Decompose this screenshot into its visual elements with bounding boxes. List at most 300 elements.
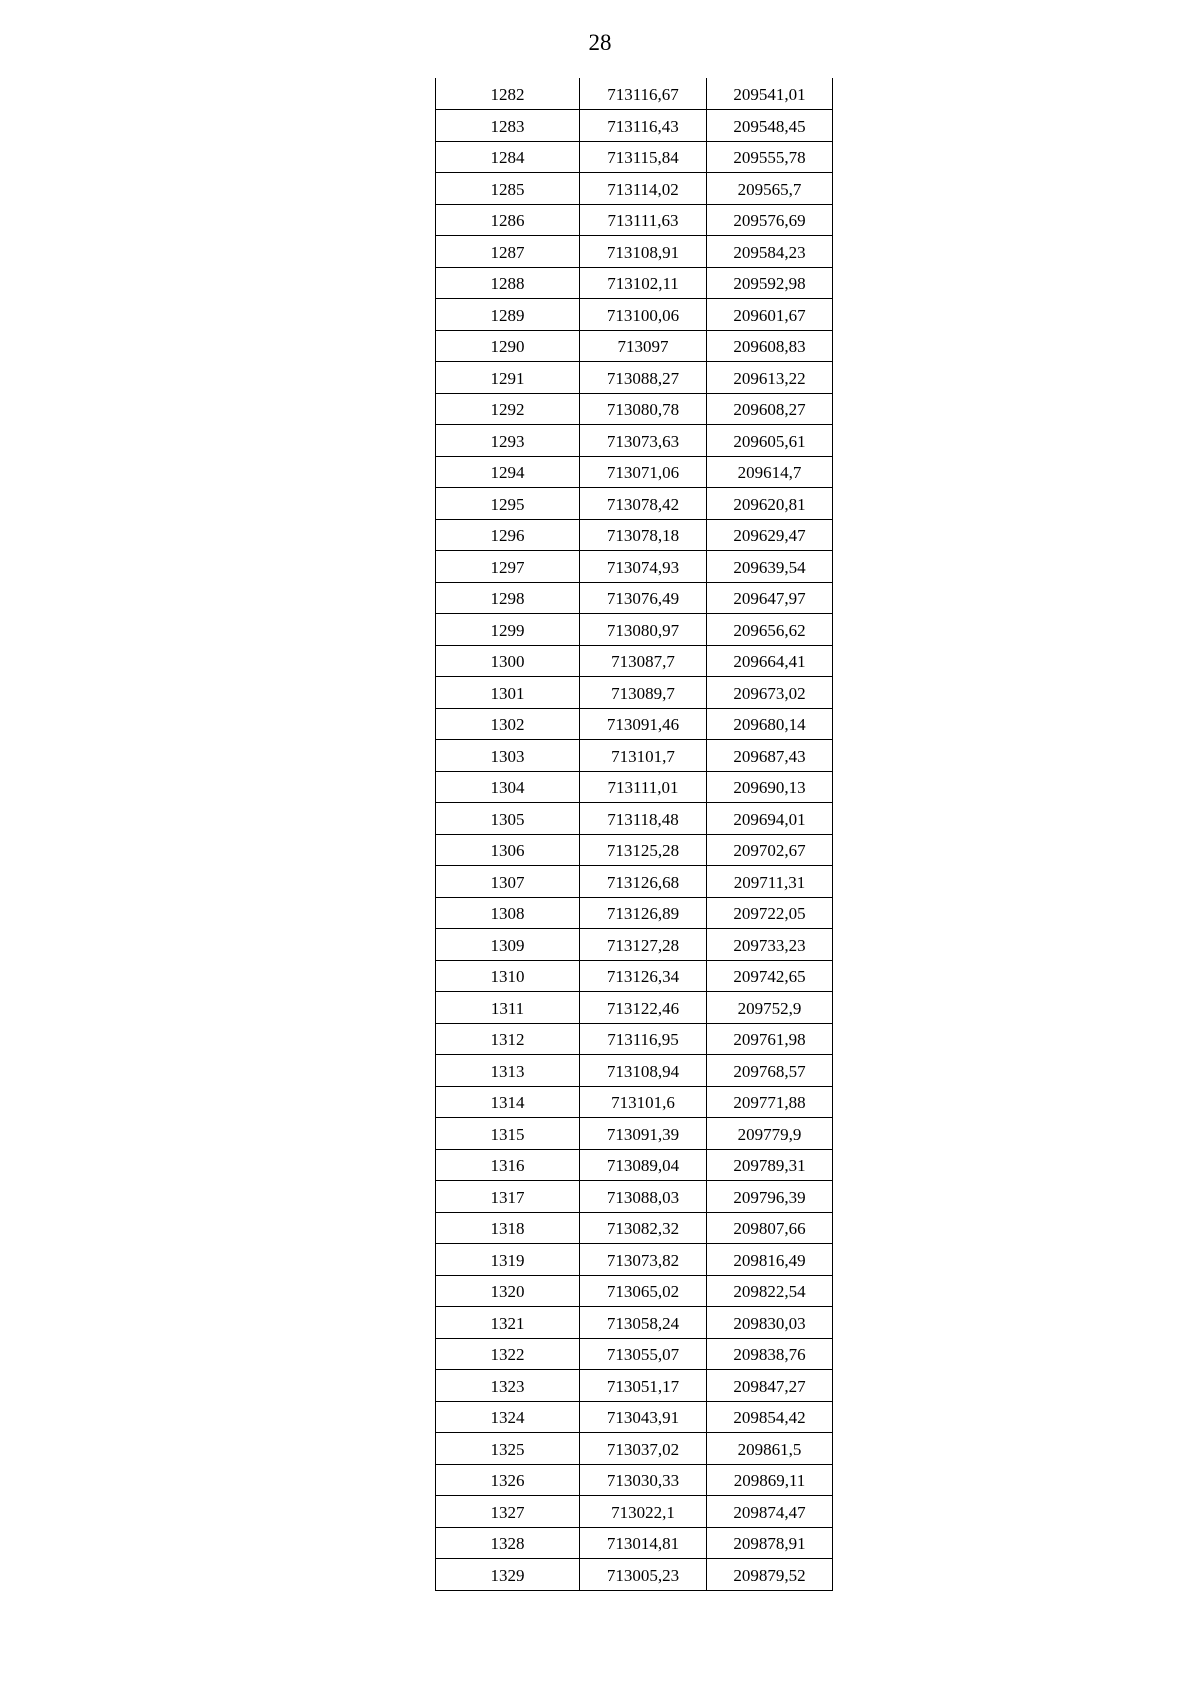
point-number-cell — [436, 992, 580, 1024]
x-coordinate-cell — [580, 1559, 707, 1591]
table-row — [436, 425, 833, 457]
cell-text: 713076,49 — [606, 589, 680, 608]
cell-text: 1301 — [490, 683, 525, 703]
x-coordinate-cell — [580, 771, 707, 803]
cell-text: 209816,49 — [733, 1250, 806, 1270]
cell-text: 1303 — [490, 746, 525, 766]
x-coordinate-cell — [580, 1338, 707, 1370]
cell-text: 1295 — [490, 494, 525, 514]
cell-text: 713082,32 — [606, 1219, 680, 1238]
table-row — [436, 1307, 833, 1339]
cell-text: 209733,23 — [733, 935, 806, 955]
x-coordinate-cell — [580, 330, 707, 362]
cell-text: 1290 — [490, 337, 525, 356]
table-row — [436, 866, 833, 898]
y-coordinate-cell — [707, 645, 833, 677]
table-row — [436, 362, 833, 394]
cell-text: 209576,69 — [733, 211, 806, 230]
cell-text: 713089,7 — [611, 683, 675, 703]
y-coordinate-cell — [707, 330, 833, 362]
cell-text: 209592,98 — [733, 274, 806, 293]
point-number-cell — [436, 141, 580, 173]
table-row — [436, 1433, 833, 1465]
table-row — [436, 236, 833, 268]
cell-text: 1297 — [490, 557, 525, 577]
y-coordinate-cell — [707, 110, 833, 142]
cell-text: 1298 — [490, 589, 525, 608]
cell-text: 1287 — [490, 242, 525, 262]
cell-text: 1302 — [490, 715, 525, 734]
table-row — [436, 1401, 833, 1433]
table-row — [436, 1149, 833, 1181]
x-coordinate-cell — [580, 992, 707, 1024]
x-coordinate-cell — [580, 425, 707, 457]
cell-text: 1311 — [490, 998, 525, 1018]
y-coordinate-cell — [707, 393, 833, 425]
y-coordinate-cell — [707, 519, 833, 551]
cell-text: 209687,43 — [733, 746, 806, 766]
cell-text: 209847,27 — [733, 1376, 806, 1396]
point-number-cell — [436, 1559, 580, 1591]
table-row — [436, 1212, 833, 1244]
cell-text: 1319 — [490, 1250, 525, 1270]
point-number-cell — [436, 1275, 580, 1307]
point-number-cell — [436, 1370, 580, 1402]
y-coordinate-cell — [707, 173, 833, 205]
cell-text: 1282 — [490, 85, 525, 104]
point-number-cell — [436, 1464, 580, 1496]
table-row — [436, 1370, 833, 1402]
cell-text: 713088,27 — [606, 368, 680, 388]
y-coordinate-cell — [707, 1433, 833, 1465]
point-number-cell — [436, 1149, 580, 1181]
x-coordinate-cell — [580, 1433, 707, 1465]
cell-text: 209620,81 — [733, 494, 806, 514]
cell-text: 713125,28 — [606, 841, 680, 860]
table-row — [436, 78, 833, 110]
x-coordinate-cell — [580, 1149, 707, 1181]
cell-text: 209541,01 — [733, 85, 806, 104]
cell-text: 1316 — [490, 1156, 525, 1175]
x-coordinate-cell — [580, 393, 707, 425]
x-coordinate-cell — [580, 299, 707, 331]
table-row — [436, 645, 833, 677]
cell-text: 209673,02 — [733, 683, 806, 703]
cell-text: 713126,34 — [606, 967, 680, 986]
cell-text: 209711,31 — [733, 872, 806, 892]
cell-text: 209608,83 — [733, 337, 806, 356]
x-coordinate-cell — [580, 929, 707, 961]
point-number-cell — [436, 173, 580, 205]
table-row — [436, 1464, 833, 1496]
cell-text: 209555,78 — [733, 148, 806, 167]
table-row — [436, 1086, 833, 1118]
cell-text: 1292 — [490, 400, 525, 419]
point-number-cell — [436, 456, 580, 488]
cell-text: 713088,03 — [606, 1187, 680, 1207]
y-coordinate-cell — [707, 1212, 833, 1244]
y-coordinate-cell — [707, 677, 833, 709]
x-coordinate-cell — [580, 362, 707, 394]
cell-text: 713065,02 — [606, 1282, 680, 1301]
cell-text: 1317 — [490, 1187, 525, 1207]
x-coordinate-cell — [580, 1370, 707, 1402]
table-row — [436, 1527, 833, 1559]
table-row — [436, 1244, 833, 1276]
point-number-cell — [436, 803, 580, 835]
cell-text: 1284 — [490, 148, 525, 167]
table-row — [436, 677, 833, 709]
x-coordinate-cell — [580, 1212, 707, 1244]
cell-text: 713111,63 — [607, 211, 679, 230]
table-row — [436, 960, 833, 992]
x-coordinate-cell — [580, 960, 707, 992]
point-number-cell — [436, 78, 580, 110]
cell-text: 713126,89 — [606, 904, 680, 923]
point-number-cell — [436, 677, 580, 709]
cell-text: 1304 — [490, 778, 525, 797]
cell-text: 209639,54 — [733, 557, 806, 577]
cell-text: 713080,97 — [606, 620, 680, 640]
cell-text: 1322 — [490, 1345, 525, 1364]
point-number-cell — [436, 362, 580, 394]
table-row — [436, 614, 833, 646]
cell-text: 713127,28 — [606, 935, 680, 955]
x-coordinate-cell — [580, 267, 707, 299]
cell-text: 209838,76 — [733, 1345, 806, 1364]
table-row — [436, 834, 833, 866]
point-number-cell — [436, 929, 580, 961]
cell-text: 713087,7 — [611, 652, 675, 671]
y-coordinate-cell — [707, 236, 833, 268]
point-number-cell — [436, 204, 580, 236]
point-number-cell — [436, 1055, 580, 1087]
cell-text: 209878,91 — [733, 1534, 806, 1553]
table-row — [436, 1181, 833, 1213]
y-coordinate-cell — [707, 1275, 833, 1307]
x-coordinate-cell — [580, 1086, 707, 1118]
cell-text: 713078,42 — [606, 494, 680, 514]
y-coordinate-cell — [707, 1149, 833, 1181]
table-row — [436, 1338, 833, 1370]
cell-text: 713118,48 — [607, 809, 679, 829]
table-row — [436, 1559, 833, 1591]
cell-text: 209694,01 — [733, 809, 806, 829]
cell-text: 713078,18 — [606, 526, 680, 545]
cell-text: 1286 — [490, 211, 525, 230]
table-row — [436, 1055, 833, 1087]
x-coordinate-cell — [580, 866, 707, 898]
x-coordinate-cell — [580, 519, 707, 551]
cell-text: 1291 — [490, 368, 525, 388]
point-number-cell — [436, 519, 580, 551]
point-number-cell — [436, 771, 580, 803]
cell-text: 713116,95 — [607, 1030, 679, 1049]
y-coordinate-cell — [707, 141, 833, 173]
x-coordinate-cell — [580, 740, 707, 772]
point-number-cell — [436, 299, 580, 331]
x-coordinate-cell — [580, 551, 707, 583]
point-number-cell — [436, 1181, 580, 1213]
cell-text: 1324 — [490, 1408, 525, 1427]
cell-text: 209608,27 — [733, 400, 806, 419]
cell-text: 209807,66 — [733, 1219, 806, 1238]
point-number-cell — [436, 488, 580, 520]
cell-text: 1306 — [490, 841, 525, 860]
cell-text: 209861,5 — [737, 1439, 802, 1459]
table-row — [436, 803, 833, 835]
y-coordinate-cell — [707, 1559, 833, 1591]
x-coordinate-cell — [580, 488, 707, 520]
y-coordinate-cell — [707, 1401, 833, 1433]
x-coordinate-cell — [580, 834, 707, 866]
point-number-cell — [436, 1401, 580, 1433]
cell-text: 1294 — [490, 463, 525, 482]
table-row — [436, 582, 833, 614]
cell-text: 1296 — [490, 526, 525, 545]
cell-text: 1328 — [490, 1534, 525, 1553]
cell-text: 713126,68 — [606, 872, 680, 892]
cell-text: 1320 — [490, 1282, 525, 1301]
y-coordinate-cell — [707, 992, 833, 1024]
x-coordinate-cell — [580, 1307, 707, 1339]
y-coordinate-cell — [707, 960, 833, 992]
x-coordinate-cell — [580, 110, 707, 142]
cell-text: 209879,52 — [733, 1565, 806, 1585]
table-row — [436, 110, 833, 142]
cell-text: 209874,47 — [733, 1502, 806, 1522]
y-coordinate-cell — [707, 551, 833, 583]
cell-text: 209647,97 — [733, 589, 806, 608]
cell-text: 713122,46 — [606, 998, 680, 1018]
point-number-cell — [436, 110, 580, 142]
point-number-cell — [436, 551, 580, 583]
cell-text: 713116,67 — [607, 85, 679, 104]
y-coordinate-cell — [707, 425, 833, 457]
y-coordinate-cell — [707, 614, 833, 646]
cell-text: 1288 — [490, 274, 525, 293]
coordinates-table-body — [436, 78, 833, 1590]
y-coordinate-cell — [707, 1181, 833, 1213]
table-row — [436, 740, 833, 772]
point-number-cell — [436, 960, 580, 992]
x-coordinate-cell — [580, 1275, 707, 1307]
cell-text: 713102,11 — [607, 274, 679, 293]
point-number-cell — [436, 866, 580, 898]
table-row — [436, 173, 833, 205]
x-coordinate-cell — [580, 645, 707, 677]
cell-text: 1299 — [490, 620, 525, 640]
cell-text: 713116,43 — [607, 116, 679, 136]
table-row — [436, 299, 833, 331]
table-row — [436, 488, 833, 520]
cell-text: 713101,6 — [611, 1093, 675, 1112]
cell-text: 209565,7 — [737, 179, 802, 199]
x-coordinate-cell — [580, 1496, 707, 1528]
cell-text: 713037,02 — [606, 1439, 680, 1459]
x-coordinate-cell — [580, 1055, 707, 1087]
y-coordinate-cell — [707, 803, 833, 835]
y-coordinate-cell — [707, 582, 833, 614]
cell-text: 209771,88 — [733, 1093, 806, 1112]
y-coordinate-cell — [707, 267, 833, 299]
cell-text: 713108,94 — [606, 1061, 680, 1081]
point-number-cell — [436, 614, 580, 646]
cell-text: 209752,9 — [737, 998, 802, 1018]
table-row — [436, 897, 833, 929]
cell-text: 1289 — [490, 305, 525, 325]
cell-text: 209680,14 — [733, 715, 806, 734]
x-coordinate-cell — [580, 456, 707, 488]
x-coordinate-cell — [580, 1401, 707, 1433]
cell-text: 1293 — [490, 431, 525, 451]
point-number-cell — [436, 1244, 580, 1276]
cell-text: 713115,84 — [607, 148, 679, 167]
cell-text: 209830,03 — [733, 1313, 806, 1333]
point-number-cell — [436, 1496, 580, 1528]
cell-text: 209613,22 — [733, 368, 806, 388]
table-row — [436, 1275, 833, 1307]
cell-text: 209742,65 — [733, 967, 806, 986]
cell-text: 713030,33 — [606, 1471, 680, 1490]
cell-text: 209664,41 — [733, 652, 806, 671]
cell-text: 209722,05 — [733, 904, 806, 923]
page-number: 28 — [588, 30, 612, 55]
cell-text: 209761,98 — [733, 1030, 806, 1049]
x-coordinate-cell — [580, 708, 707, 740]
point-number-cell — [436, 330, 580, 362]
y-coordinate-cell — [707, 78, 833, 110]
point-number-cell — [436, 1212, 580, 1244]
cell-text: 209548,45 — [733, 116, 806, 136]
table-row — [436, 1023, 833, 1055]
table-row — [436, 393, 833, 425]
cell-text: 1307 — [490, 872, 525, 892]
x-coordinate-cell — [580, 1527, 707, 1559]
cell-text: 713005,23 — [606, 1565, 680, 1585]
y-coordinate-cell — [707, 488, 833, 520]
cell-text: 209629,47 — [733, 526, 806, 545]
point-number-cell — [436, 393, 580, 425]
table-row — [436, 519, 833, 551]
x-coordinate-cell — [580, 1244, 707, 1276]
cell-text: 209869,11 — [733, 1471, 806, 1490]
cell-text: 209614,7 — [737, 463, 802, 482]
y-coordinate-cell — [707, 1244, 833, 1276]
x-coordinate-cell — [580, 236, 707, 268]
cell-text: 1300 — [490, 652, 525, 671]
y-coordinate-cell — [707, 1023, 833, 1055]
cell-text: 713114,02 — [607, 179, 679, 199]
y-coordinate-cell — [707, 1055, 833, 1087]
y-coordinate-cell — [707, 1338, 833, 1370]
cell-text: 1283 — [490, 116, 525, 136]
cell-text: 713055,07 — [606, 1345, 680, 1364]
cell-text: 1326 — [490, 1471, 525, 1490]
cell-text: 1309 — [490, 935, 525, 955]
table-row — [436, 929, 833, 961]
point-number-cell — [436, 267, 580, 299]
cell-text: 1315 — [490, 1124, 525, 1144]
x-coordinate-cell — [580, 1118, 707, 1150]
cell-text: 713071,06 — [606, 463, 680, 482]
point-number-cell — [436, 645, 580, 677]
table-row — [436, 1496, 833, 1528]
cell-text: 713058,24 — [606, 1313, 680, 1333]
cell-text: 209601,67 — [733, 305, 806, 325]
cell-text: 209605,61 — [733, 431, 806, 451]
y-coordinate-cell — [707, 929, 833, 961]
y-coordinate-cell — [707, 1464, 833, 1496]
cell-text: 713091,39 — [606, 1124, 680, 1144]
cell-text: 1310 — [490, 967, 525, 986]
cell-text: 209796,39 — [733, 1187, 806, 1207]
point-number-cell — [436, 1307, 580, 1339]
cell-text: 209854,42 — [733, 1408, 806, 1427]
table-row — [436, 141, 833, 173]
cell-text: 209822,54 — [733, 1282, 806, 1301]
y-coordinate-cell — [707, 740, 833, 772]
cell-text: 209690,13 — [733, 778, 806, 797]
y-coordinate-cell — [707, 456, 833, 488]
y-coordinate-cell — [707, 1086, 833, 1118]
point-number-cell — [436, 897, 580, 929]
coordinates-table — [435, 78, 833, 1591]
y-coordinate-cell — [707, 1118, 833, 1150]
y-coordinate-cell — [707, 708, 833, 740]
y-coordinate-cell — [707, 1370, 833, 1402]
cell-text: 1312 — [490, 1030, 525, 1049]
point-number-cell — [436, 708, 580, 740]
table-row — [436, 992, 833, 1024]
cell-text: 1285 — [490, 179, 525, 199]
cell-text: 713100,06 — [606, 305, 680, 325]
y-coordinate-cell — [707, 1527, 833, 1559]
cell-text: 713080,78 — [606, 400, 680, 419]
x-coordinate-cell — [580, 204, 707, 236]
cell-text: 209789,31 — [733, 1156, 806, 1175]
cell-text: 713073,82 — [606, 1250, 680, 1270]
point-number-cell — [436, 582, 580, 614]
table-row — [436, 267, 833, 299]
table-row — [436, 771, 833, 803]
point-number-cell — [436, 425, 580, 457]
x-coordinate-cell — [580, 897, 707, 929]
table-row — [436, 330, 833, 362]
cell-text: 713074,93 — [606, 557, 680, 577]
cell-text: 713097 — [617, 337, 669, 356]
cell-text: 1313 — [490, 1061, 525, 1081]
x-coordinate-cell — [580, 614, 707, 646]
cell-text: 713022,1 — [611, 1502, 675, 1522]
point-number-cell — [436, 740, 580, 772]
x-coordinate-cell — [580, 803, 707, 835]
cell-text: 1305 — [490, 809, 525, 829]
table-row — [436, 456, 833, 488]
table-row — [436, 204, 833, 236]
point-number-cell — [436, 236, 580, 268]
cell-text: 713108,91 — [606, 242, 680, 262]
cell-text: 1329 — [490, 1565, 525, 1585]
cell-text: 209779,9 — [737, 1124, 802, 1144]
point-number-cell — [436, 1527, 580, 1559]
cell-text: 713111,01 — [607, 778, 679, 797]
y-coordinate-cell — [707, 771, 833, 803]
cell-text: 1318 — [490, 1219, 525, 1238]
y-coordinate-cell — [707, 299, 833, 331]
cell-text: 1314 — [490, 1093, 525, 1112]
point-number-cell — [436, 1118, 580, 1150]
